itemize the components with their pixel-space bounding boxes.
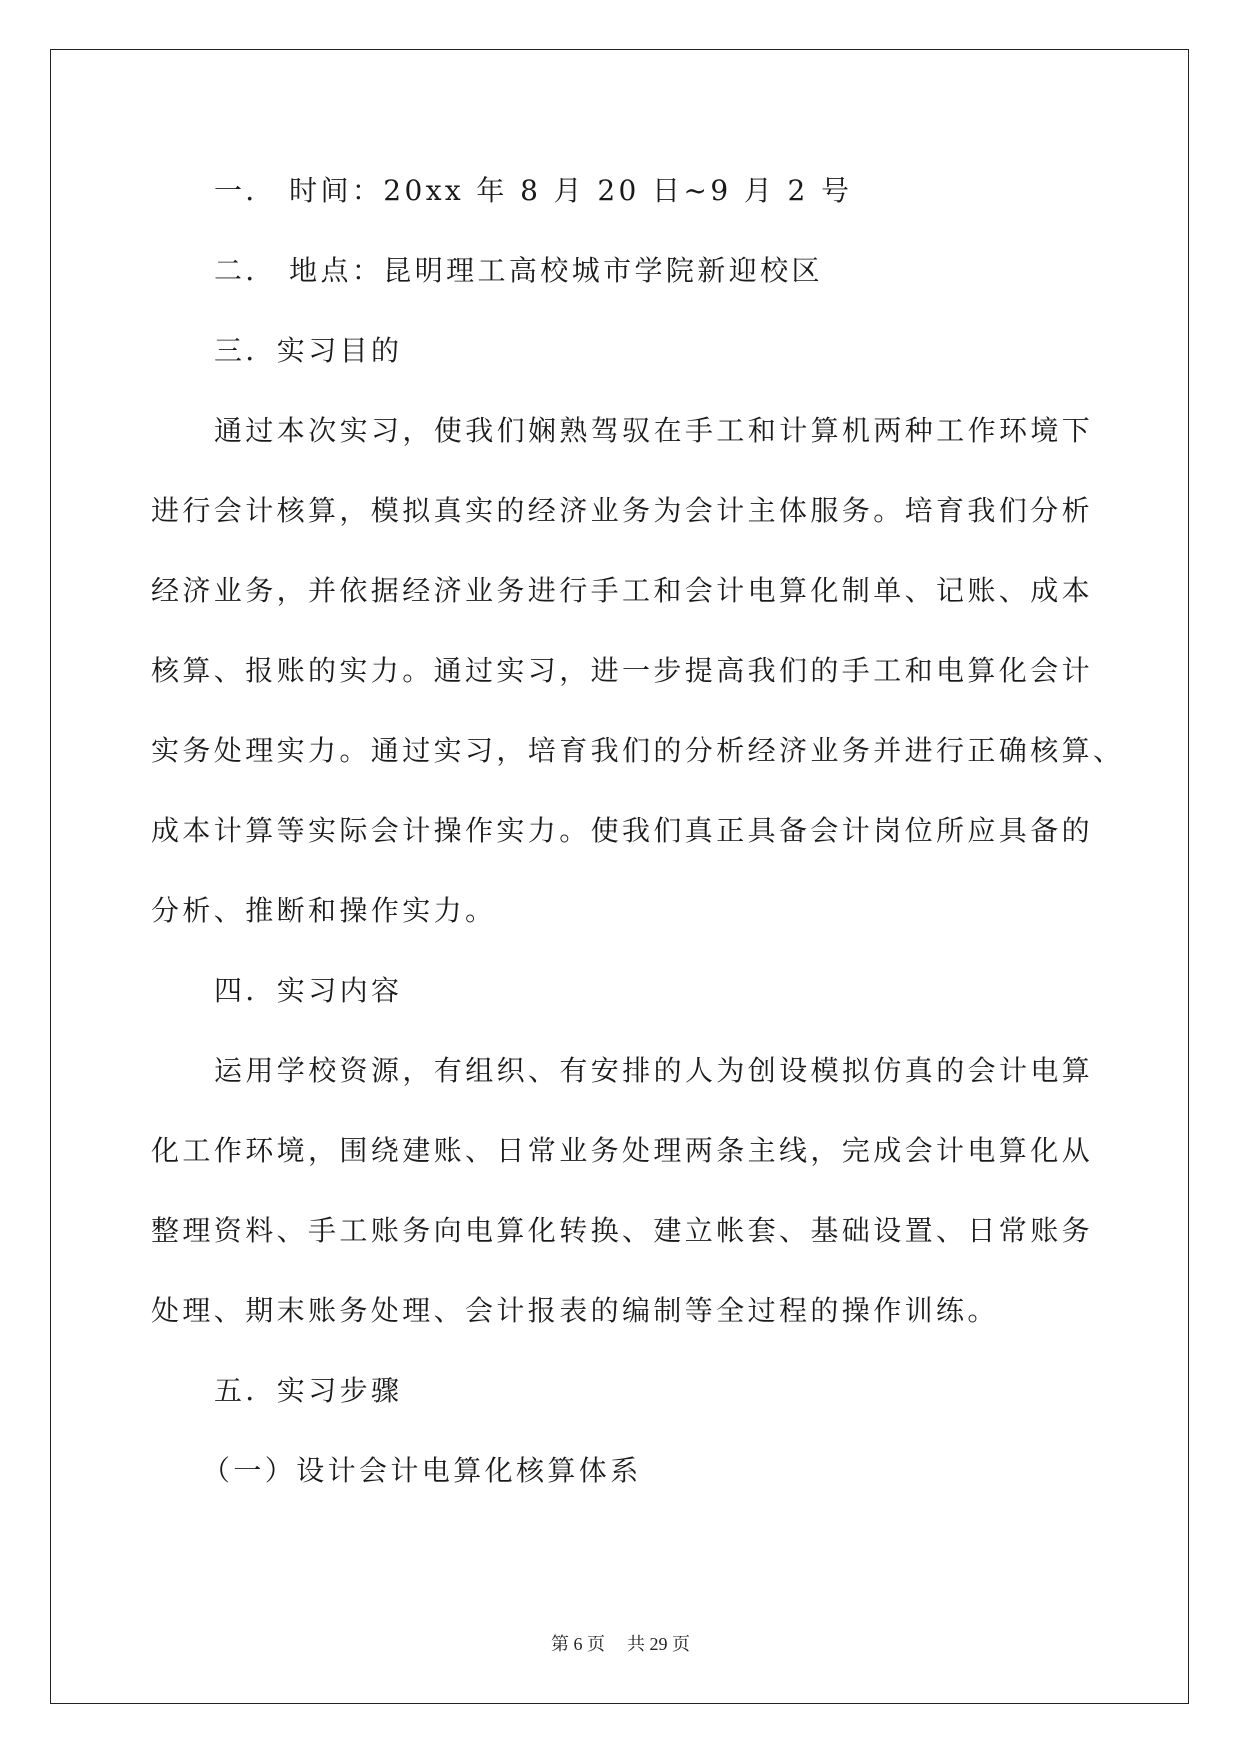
page-number-total: 共 29 页 xyxy=(627,1634,690,1654)
section-location: 二． 地点：昆明理工高校城市学院新迎校区 xyxy=(214,254,823,287)
paragraph-line: 实务处理实力。通过实习，培育我们的分析经济业务并进行正确核算、 xyxy=(151,734,1125,767)
subheading-step-1: （一）设计会计电算化核算体系 xyxy=(202,1454,642,1487)
paragraph-line: 化工作环境，围绕建账、日常业务处理两条主线，完成会计电算化从 xyxy=(151,1134,1094,1167)
heading-content: 四．实习内容 xyxy=(214,974,403,1007)
paragraph-line: 成本计算等实际会计操作实力。使我们真正具备会计岗位所应具备的 xyxy=(151,814,1094,847)
section-time: 一． 时间：20xx 年 8 月 20 日~9 月 2 号 xyxy=(214,174,853,207)
paragraph-line: 整理资料、手工账务向电算化转换、建立帐套、基础设置、日常账务 xyxy=(151,1214,1094,1247)
paragraph-line: 运用学校资源，有组织、有安排的人为创设模拟仿真的会计电算 xyxy=(214,1054,1094,1087)
paragraph-line: 通过本次实习，使我们娴熟驾驭在手工和计算机两种工作环境下 xyxy=(214,414,1094,447)
heading-purpose: 三．实习目的 xyxy=(214,334,403,367)
page-number-current: 第 6 页 xyxy=(551,1634,605,1654)
paragraph-line: 处理、期末账务处理、会计报表的编制等全过程的操作训练。 xyxy=(151,1294,999,1327)
heading-steps: 五．实习步骤 xyxy=(214,1374,403,1407)
paragraph-line: 核算、报账的实力。通过实习，进一步提高我们的手工和电算化会计 xyxy=(151,654,1094,687)
paragraph-line: 经济业务，并依据经济业务进行手工和会计电算化制单、记账、成本 xyxy=(151,574,1094,607)
page-footer xyxy=(0,1632,1241,1656)
paragraph-line: 分析、推断和操作实力。 xyxy=(151,894,497,927)
paragraph-line: 进行会计核算，模拟真实的经济业务为会计主体服务。培育我们分析 xyxy=(151,494,1094,527)
